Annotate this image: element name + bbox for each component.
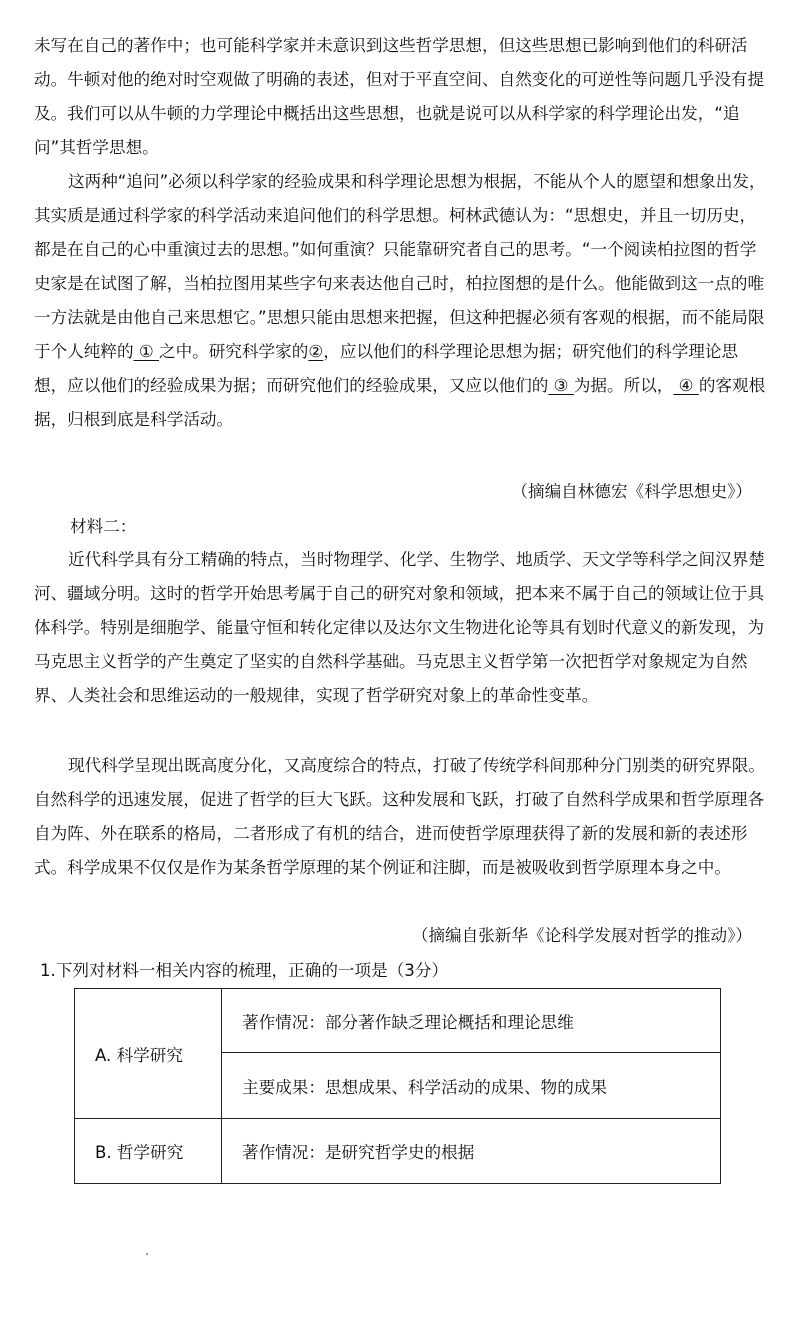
material1-paragraph-1: 未写在自己的著作中；也可能科学家并未意识到这些哲学思想，但这些思想已影响到他们的科研活动。牛顿对他的绝对时空观做了明确的表述，但对于平直空间、自然变化的可逆性等问题几乎没有提及。我们可以从牛顿的力学理论中概括出这些思想，也就是说可以从科学家的科学理论出发，“追问”其哲学思想。 bbox=[34, 36, 765, 157]
option-b-label: B. 哲学研究 bbox=[75, 1119, 222, 1184]
p2-text-c: ，应以他们的科学理论思想为据；研究他们的科学理论思想，应以他们的经验成果为据；而研究他们的经验成果，又应以他们的 bbox=[34, 342, 739, 395]
table-row bbox=[75, 1119, 721, 1184]
blank-2: ② bbox=[308, 342, 324, 361]
material2-paragraph-2: 现代科学呈现出既高度分化，又高度综合的特点，打破了传统学科间那种分门别类的研究界限。自然科学的迅速发展，促进了哲学的巨大飞跃。这种发展和飞跃，打破了自然科学成果和哲学原理各自为阵、外在联系的格局，二者形成了有机的结合，进而使哲学原理获得了新的发展和新的表述形式。科学成果不仅仅是作为某条哲学原理的某个例证和注脚，而是被吸收到哲学原理本身之中。 bbox=[34, 756, 765, 877]
material1-paragraph-2 bbox=[34, 165, 768, 437]
stray-mark bbox=[146, 1253, 148, 1255]
p2-text-b: 之中。研究科学家的 bbox=[159, 342, 309, 361]
table-row bbox=[75, 989, 721, 1053]
options-table bbox=[74, 988, 721, 1184]
option-b-row-1: 著作情况：是研究哲学史的根据 bbox=[222, 1119, 721, 1184]
material2-source: （摘编自张新华《论科学发展对哲学的推动》） bbox=[411, 926, 752, 945]
p2-text-a: 这两种“追问”必须以科学家的经验成果和科学理论思想为根据，不能从个人的愿望和想象出发，其实质是通过科学家的科学活动来追问他们的科学思想。柯林武德认为：“思想史，并且一切历史，都是在自己的心中重演过去的思想。”如何重演？只能靠研究者自己的思考。“一个阅读柏拉图的哲学史家是在试图了解，当柏拉图用某些字句来表达他自己时，柏拉图想的是什么。他能做到这一点的唯一方法就是由他自己来思想它。”思想只能由思想来把握，但这种把握必须有客观的根据，而不能局限于个人纯粹的 bbox=[34, 172, 766, 361]
material2-paragraph-1: 近代科学具有分工精确的特点，当时物理学、化学、生物学、地质学、天文学等科学之间汉界楚河、疆域分明。这时的哲学开始思考属于自己的研究对象和领域，把本来不属于自己的领域让位于具体科学。特别是细胞学、能量守恒和转化定律以及达尔文生物进化论等具有划时代意义的新发现，为马克思主义哲学的产生奠定了坚实的自然科学基础。马克思主义哲学第一次把哲学对象规定为自然界、人类社会和思维运动的一般规律，实现了哲学研究对象上的革命性变革。 bbox=[34, 550, 765, 705]
option-a-row-2: 主要成果：思想成果、科学活动的成果、物的成果 bbox=[222, 1053, 721, 1119]
p2-text-e: 的客观根据，归根到底是科学活动。 bbox=[34, 376, 766, 429]
material2-label: 材料二： bbox=[70, 517, 137, 536]
option-a-row-1: 著作情况：部分著作缺乏理论概括和理论思维 bbox=[222, 989, 721, 1053]
blank-1: ① bbox=[133, 342, 159, 361]
material1-source: （摘编自林德宏《科学思想史》） bbox=[511, 482, 752, 501]
blank-4: ④ bbox=[673, 376, 699, 395]
blank-3: ③ bbox=[548, 376, 574, 395]
question-1: 1.下列对材料一相关内容的梳理，正确的一项是（3分） bbox=[40, 961, 449, 980]
p2-text-d: 为据。所以， bbox=[573, 376, 674, 395]
option-a-label: A. 科学研究 bbox=[75, 989, 222, 1119]
